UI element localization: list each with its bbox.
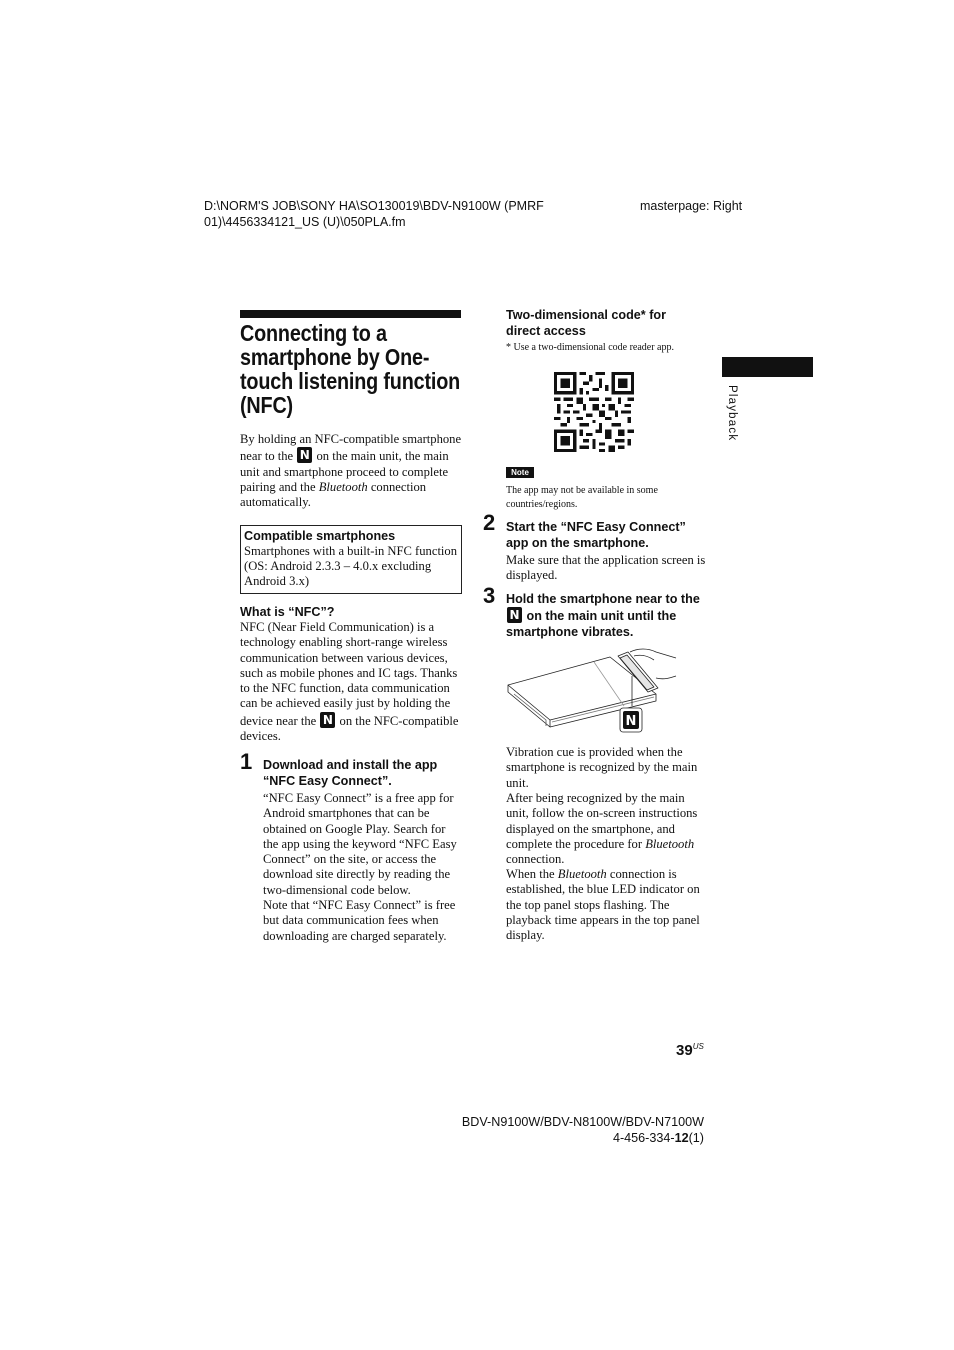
compatible-text: Smartphones with a built-in NFC function (OS: Android 2.3.3 – 4.0.x excluding Android 3.x) <box>244 544 458 588</box>
footer-code-bold: 12 <box>674 1131 689 1145</box>
step-1-note: Note that “NFC Easy Connect” is free but data communication fees when downloading are charged separately. <box>263 898 456 943</box>
intro-text-3: connection automatically. <box>240 479 427 510</box>
intro-bluetooth: Bluetooth <box>318 479 368 494</box>
nfc-text-1: NFC (Near Field Communication) is a technology enabling short-range wireless communication between various devices, such as mobile phones and IC tags. Thanks to the NFC function, data communication can be achieved easily just by holding the device near the <box>240 620 458 728</box>
compatible-heading: Compatible smartphones <box>244 529 396 543</box>
footer-models: BDV-N9100W/BDV-N8100W/BDV-N7100W <box>461 1115 704 1129</box>
footer-code-prefix: 4-456-334- <box>612 1131 675 1145</box>
footer-code <box>430 1130 704 1146</box>
note-badge: Note <box>506 467 534 478</box>
page-number <box>676 1042 704 1059</box>
qr-footnote: * Use a two-dimensional code reader app. <box>506 342 674 353</box>
page-title: Connecting to a smartphone by One-touch listening function (NFC) <box>240 320 461 418</box>
step-2-title: Start the “NFC Easy Connect” app on the smartphone. <box>506 520 686 550</box>
step-1-title: Download and install the app “NFC Easy Connect”. <box>263 758 438 788</box>
svg-text:N: N <box>625 714 637 729</box>
step-3-title-2: on the main unit until the smartphone vibrates. <box>506 609 677 639</box>
footer-code-suffix: (1) <box>688 1131 704 1145</box>
step-3-title-1: Hold the smartphone near to the <box>506 592 700 606</box>
step-2-text: Make sure that the application screen is displayed. <box>506 553 706 583</box>
recognized-text-1: After being recognized by the main unit, follow the on-screen instructions displayed on the smartphone, and complete the procedure for <box>506 791 698 851</box>
intro-text-2: on the main unit, the main unit and smartphone proceed to complete pairing and the <box>240 449 449 494</box>
what-is-nfc-heading: What is “NFC”? <box>240 605 335 619</box>
qr-code-image <box>554 372 634 452</box>
intro-text-1: By holding an NFC-compatible smartphone near to the <box>240 432 462 464</box>
page-number-suffix: US <box>692 1042 704 1051</box>
recognized-paragraph <box>506 791 706 867</box>
connected-paragraph <box>506 867 706 943</box>
compatible-smartphones-box <box>240 525 462 594</box>
nfc-text-2: on the NFC-compatible devices. <box>240 713 459 744</box>
device-illustration <box>506 648 678 734</box>
what-is-nfc-paragraph <box>240 620 462 744</box>
page-number-value: 39 <box>676 1042 693 1059</box>
connected-text-1: When the <box>506 867 555 881</box>
recognized-text-2: connection. <box>506 852 565 867</box>
file-path-header: D:\NORM'S JOB\SONY HA\SO130019\BDV-N9100W (PMRF 01)\4456334121_US (U)\050PLA.fm <box>204 199 544 229</box>
step-1-text: “NFC Easy Connect” is a free app for Android smartphones that can be obtained on Google Play. Search for the app using the keyword “NFC Easy Connect” on the site, or access the download site directly by reading the two-dimensional code below. <box>263 791 457 897</box>
nfc-mark-icon <box>507 607 522 623</box>
connected-text-2: connection is established, the blue LED indicator on the top panel stops flashing. The playback time appears in the top panel display. <box>506 867 700 943</box>
section-tab-bar <box>722 357 813 377</box>
section-tab-label: Playback <box>726 385 738 442</box>
qr-heading: Two-dimensional code* for direct access <box>506 308 666 338</box>
note-text: The app may not be available in some countries/regions. <box>506 485 658 510</box>
title-rule <box>240 310 461 318</box>
masterpage-label: masterpage: Right <box>640 199 743 213</box>
connected-bluetooth: Bluetooth <box>557 867 607 881</box>
recognized-bluetooth: Bluetooth <box>645 836 695 851</box>
step-3-title <box>506 591 706 640</box>
step-1-number: 1 <box>240 749 253 774</box>
step-3-number: 3 <box>483 583 496 608</box>
nfc-mark-icon <box>320 712 335 728</box>
vibration-paragraph: Vibration cue is provided when the smartphone is recognized by the main unit. <box>506 745 698 790</box>
step-2-number: 2 <box>483 510 496 535</box>
intro-paragraph <box>240 432 465 510</box>
nfc-mark-icon <box>297 447 312 463</box>
